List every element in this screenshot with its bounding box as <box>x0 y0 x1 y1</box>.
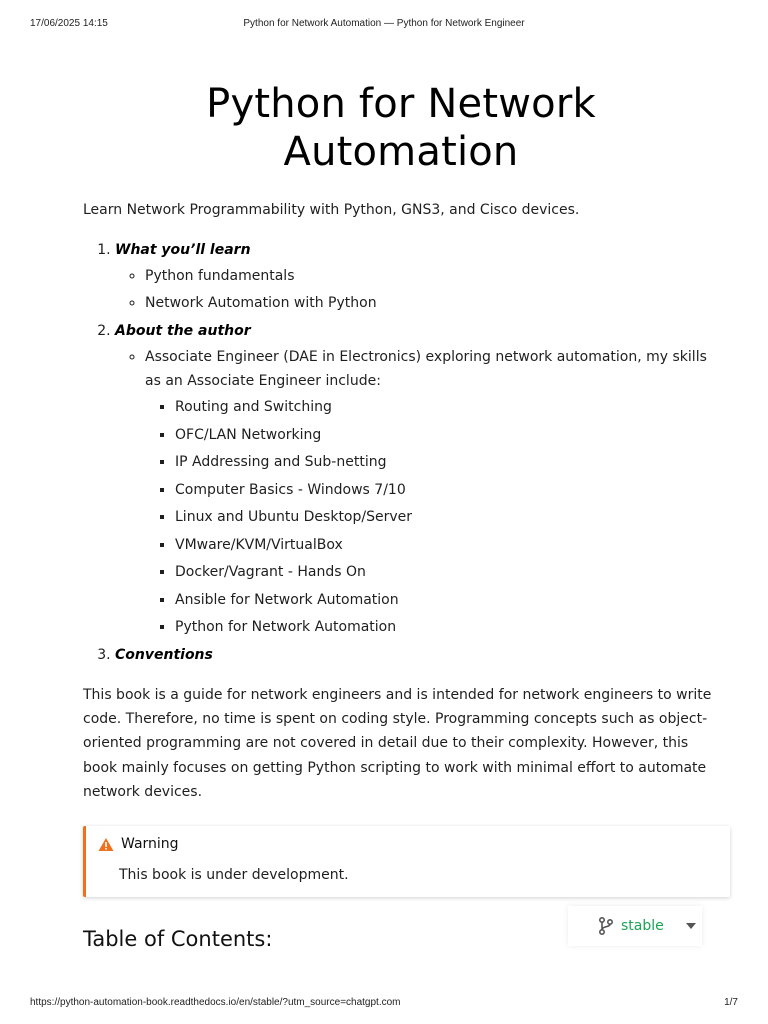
page-url: https://python-automation-book.readthedocs.io/en/stable/?utm_source=chatgpt.com <box>30 997 401 1008</box>
list-item-what-youll-learn <box>115 238 719 315</box>
warning-title: Warning <box>121 836 179 853</box>
warning-icon <box>98 837 114 852</box>
branch-icon <box>598 917 614 935</box>
list-item-conventions <box>115 643 719 667</box>
warning-body: This book is under development. <box>119 867 349 884</box>
page-number: 1/7 <box>724 997 738 1008</box>
warning-admonition <box>83 826 730 897</box>
intro-text: Learn Network Programmability with Python, GNS3, and Cisco devices. <box>83 202 580 218</box>
document-content <box>83 80 719 951</box>
list-item-about-author <box>115 319 719 639</box>
chevron-down-icon <box>686 923 696 929</box>
main-list <box>83 238 719 667</box>
print-page-title: Python for Network Automation — Python for Network Engineer <box>243 18 525 29</box>
skill-item: ▪ Python for Network Automation <box>175 615 719 639</box>
list-item: ◦ Network Automation with Python <box>145 291 719 315</box>
author-text: Associate Engineer (DAE in Electronics) exploring network automation, my skills as an Associate Engineer include: <box>145 349 707 389</box>
print-date: 17/06/2025 14:15 <box>30 18 108 29</box>
skill-item: ▪ VMware/KVM/VirtualBox <box>175 533 719 557</box>
skill-item: ▪ Linux and Ubuntu Desktop/Server <box>175 505 719 529</box>
skill-item: ▪ Routing and Switching <box>175 395 719 419</box>
skill-item: ▪ IP Addressing and Sub-netting <box>175 450 719 474</box>
list-item <box>145 345 719 639</box>
version-label: stable <box>621 918 664 934</box>
skill-item: ▪ Ansible for Network Automation <box>175 588 719 612</box>
page-title: Python for Network Automation <box>206 81 596 175</box>
toc-heading: Table of Contents: <box>83 927 273 952</box>
section-heading: Conventions <box>115 647 213 663</box>
conventions-paragraph: This book is a guide for network engineers and is intended for network engineers to write code. Therefore, no time is spent on coding style. Programming concepts such as object-oriented programming are not covered in detail due to their complexity. However, this book mainly focuses on getting Python scripting to work with minimal effort to automate network devices. <box>83 687 712 800</box>
skills-list <box>145 395 719 639</box>
section-heading: What you’ll learn <box>115 242 251 258</box>
skill-item: ▪ Computer Basics - Windows 7/10 <box>175 478 719 502</box>
list-item: ◦ Python fundamentals <box>145 264 719 288</box>
version-selector[interactable] <box>568 906 702 946</box>
section-heading: About the author <box>115 323 251 339</box>
skill-item: ▪ OFC/LAN Networking <box>175 423 719 447</box>
skill-item: ▪ Docker/Vagrant - Hands On <box>175 560 719 584</box>
